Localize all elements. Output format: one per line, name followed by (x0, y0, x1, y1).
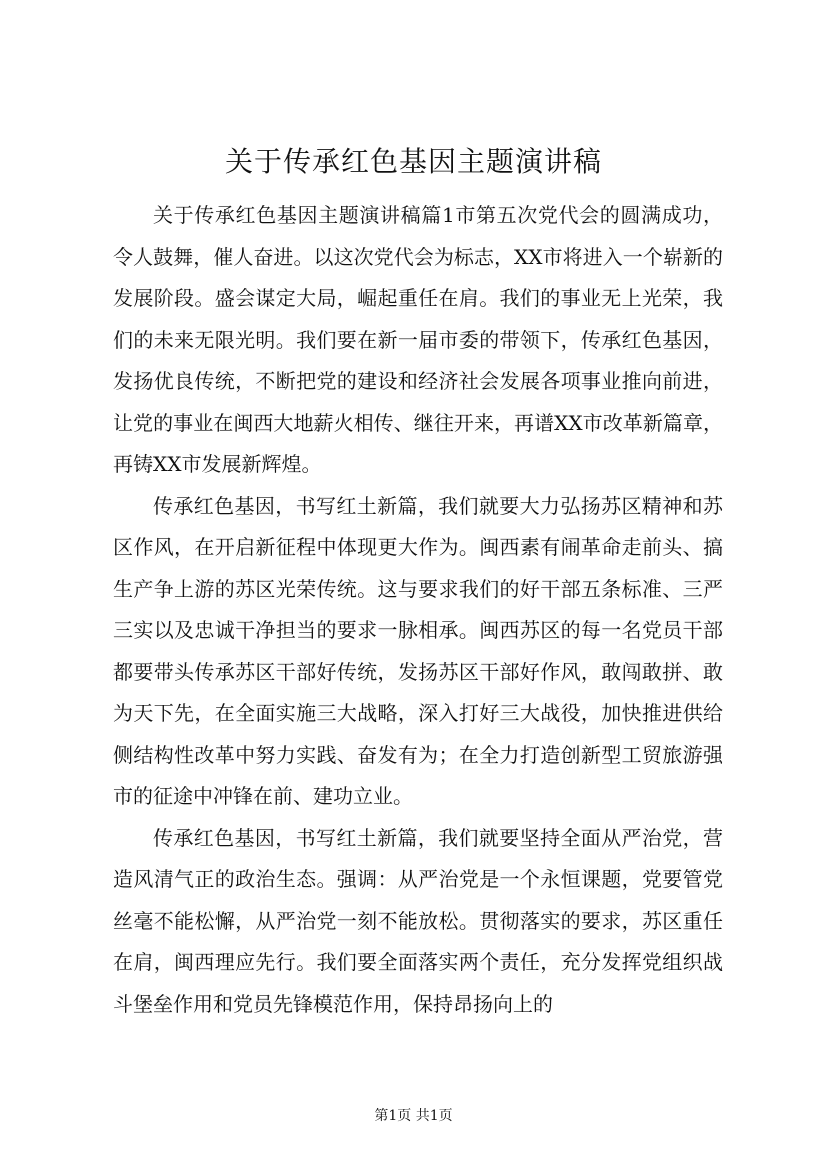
paragraph-2: 传承红色基因，书写红土新篇，我们就要大力弘扬苏区精神和苏区作风，在开启新征程中体现更大作为。闽西素有闹革命走前头、搞生产争上游的苏区光荣传统。这与要求我们的好干部五条标准、三严三实以及忠诚干净担当的要求一脉相承。闽西苏区的每一名党员干部都要带头传承苏区干部好传统，发扬苏区干部好作风，敢闯敢拼、敢为天下先，在全面实施三大战略，深入打好三大战役，加快推进供给侧结构性改革中努力实践、奋发有为；在全力打造创新型工贸旅游强市的征途中冲锋在前、建功立业。 (113, 493, 723, 808)
paragraph-1: 关于传承红色基因主题演讲稿篇1市第五次党代会的圆满成功，令人鼓舞，催人奋进。以这次党代会为标志，XX市将进入一个崭新的发展阶段。盛会谋定大局，崛起重任在肩。我们的事业无上光荣，我们的未来无限光明。我们要在新一届市委的带领下，传承红色基因，发扬优良传统，不断把党的建设和经济社会发展各项事业推向前进，让党的事业在闽西大地薪火相传、继往开来，再谱XX市改革新篇章，再铸XX市发展新辉煌。 (113, 203, 723, 476)
paragraph-3: 传承红色基因，书写红土新篇，我们就要坚持全面从严治党，营造风清气正的政治生态。强调：从严治党是一个永恒课题，党要管党丝毫不能松懈，从严治党一刻不能放松。贯彻落实的要求，苏区重任在肩，闽西理应先行。我们要全面落实两个责任，充分发挥党组织战斗堡垒作用和党员先锋模范作用，保持昂扬向上的 (113, 825, 723, 1016)
document-body (113, 195, 723, 1025)
page-number-footer: 第1页 共1页 (374, 1108, 453, 1124)
document-title: 关于传承红色基因主题演讲稿 (224, 145, 602, 178)
